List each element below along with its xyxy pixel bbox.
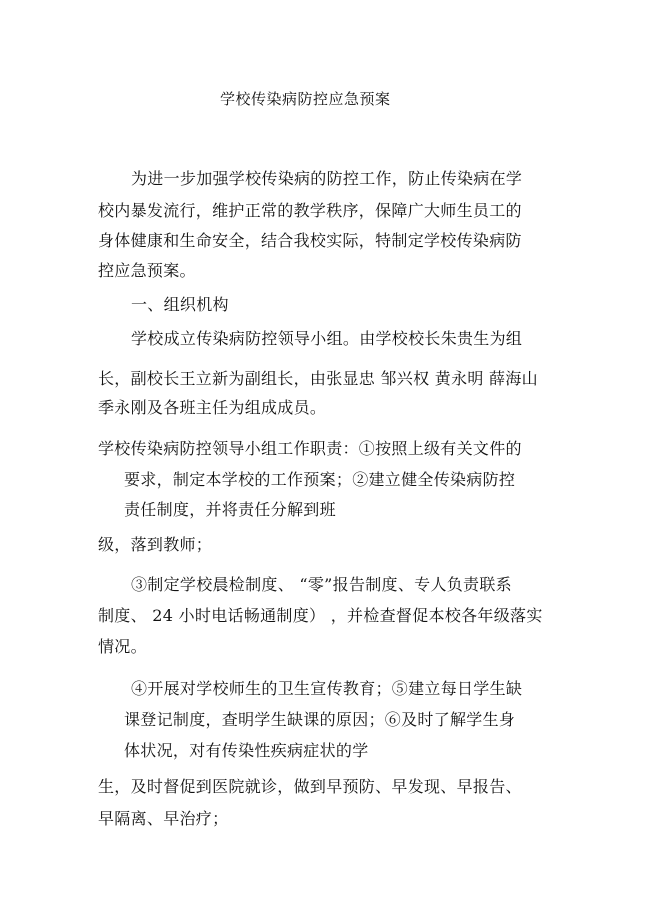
paragraph-line: 季永刚及各班主任为组成成员。 xyxy=(98,398,327,417)
paragraph-line: 长，副校长王立新为副组长，由张显忠 邹兴权 黄永明 薛海山 xyxy=(98,369,538,388)
paragraph-line: 课登记制度，查明学生缺课的原因；⑥及时了解学生身 xyxy=(124,710,516,729)
section-heading: 一、组织机构 xyxy=(131,295,229,314)
paragraph-line: 情况。 xyxy=(98,637,147,656)
document-title: 学校传染病防控应急预案 xyxy=(220,90,391,108)
paragraph-line: 学校传染病防控领导小组工作职责：①按照上级有关文件的 xyxy=(98,439,522,458)
paragraph-line: 制度、 24 小时电话畅通制度） ，并检查督促本校各年级落实 xyxy=(98,606,543,625)
paragraph-line: ③制定学校晨检制度、 “零”报告制度、专人负责联系 xyxy=(131,575,512,594)
paragraph-line: 为进一步加强学校传染病的防控工作，防止传染病在学 xyxy=(131,169,523,188)
paragraph-line: 学校成立传染病防控领导小组。由学校校长朱贵生为组 xyxy=(131,329,523,348)
paragraph-line: ④开展对学校师生的卫生宣传教育；⑤建立每日学生缺 xyxy=(131,679,523,698)
paragraph-line: 早隔离、早治疗； xyxy=(98,809,229,828)
paragraph-line: 生，及时督促到医院就诊，做到早预防、早发现、早报告、 xyxy=(98,777,522,796)
paragraph-line: 身体健康和生命安全，结合我校实际，特制定学校传染病防 xyxy=(98,231,522,250)
paragraph-line: 校内暴发流行，维护正常的教学秩序，保障广大师生员工的 xyxy=(98,201,522,220)
paragraph-line: 级，落到教师； xyxy=(98,535,213,554)
paragraph-line: 要求，制定本学校的工作预案；②建立健全传染病防控 xyxy=(124,470,516,489)
paragraph-line: 体状况，对有传染性疾病症状的学 xyxy=(124,741,369,760)
paragraph-line: 责任制度，并将责任分解到班 xyxy=(124,500,336,519)
paragraph-line: 控应急预案。 xyxy=(98,261,196,280)
